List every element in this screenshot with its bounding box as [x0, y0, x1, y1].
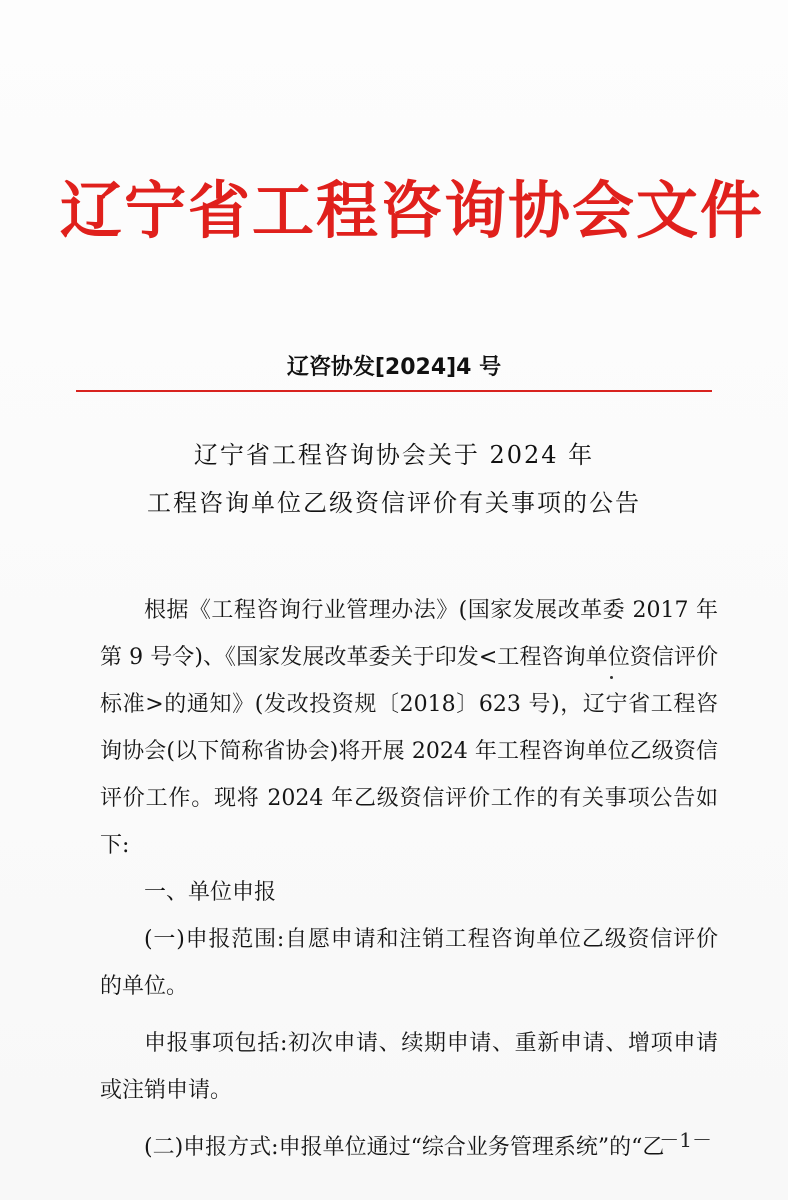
notice-title-line-2: 工程咨询单位乙级资信评价有关事项的公告: [147, 489, 641, 517]
scan-speck: [610, 676, 613, 679]
notice-body: [100, 587, 718, 1171]
notice-title-line-1: 辽宁省工程咨询协会关于 2024 年: [193, 441, 595, 469]
section-heading-unit-application: 一、单位申报: [144, 880, 277, 905]
red-divider-line: [76, 390, 712, 392]
body-paragraph-scope: (一)申报范围:自愿申请和注销工程咨询单位乙级资信评价的单位。: [100, 927, 718, 999]
page-number: －1－: [659, 1128, 712, 1152]
document-number: 辽咨协发[2024]4 号: [286, 355, 502, 380]
org-banner-title: 辽宁省工程咨询协会文件: [60, 174, 765, 247]
body-paragraph-items: 申报事项包括:初次申请、续期申请、重新申请、增项申请或注销申请。: [100, 1031, 718, 1103]
body-paragraph-method: (二)申报方式:申报单位通过“综合业务管理系统”的“乙: [144, 1135, 665, 1160]
body-paragraph-intro: 根据《工程咨询行业管理办法》(国家发展改革委 2017 年第 9 号令)、《国家发展改革委关于印发<工程咨询单位资信评价标准>的通知》(发改投资规〔2018〕623 号)，辽宁省工程咨询协会(以下简称省协会)将开展 2024 年工程咨询单位乙级资信评价工作。现将 2024 年乙级资信评价工作的有关事项公告如下:: [100, 598, 718, 858]
